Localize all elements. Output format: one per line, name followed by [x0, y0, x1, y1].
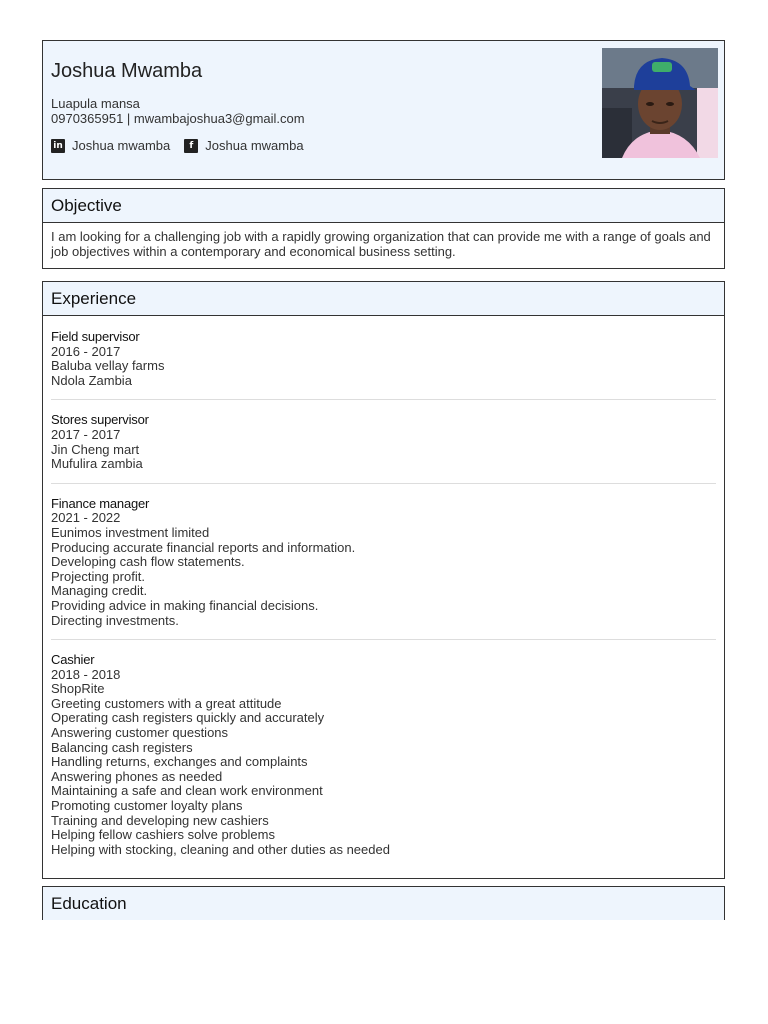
job-line: Greeting customers with a great attitude	[51, 695, 282, 711]
job-line: Operating cash registers quickly and accurately	[51, 710, 325, 726]
job-line: Helping with stocking, cleaning and other duties as needed	[51, 841, 390, 857]
job-entry	[51, 497, 716, 628]
phone-email: 0970365951 | mwambajoshua3@gmail.com	[51, 111, 305, 126]
address: Luapula mansa	[51, 96, 140, 111]
job-title: Field supervisor	[51, 329, 140, 344]
objective-text: I am looking for a challenging job with a rapidly growing organization that can provide me with a range of goals and job objectives within a contemporary and economical business setting.	[51, 229, 711, 259]
education-section	[42, 886, 725, 920]
job-years: 2017 - 2017	[51, 426, 121, 442]
job-line: Training and developing new cashiers	[51, 812, 269, 828]
job-title: Cashier	[51, 652, 95, 668]
experience-list	[43, 316, 724, 857]
linkedin-icon: in	[51, 139, 65, 153]
social-links	[51, 138, 318, 153]
job-line: Developing cash flow statements.	[51, 554, 245, 570]
section-title: Experience	[43, 282, 724, 316]
job-line: Managing credit.	[51, 583, 148, 599]
social-facebook[interactable]	[184, 138, 303, 153]
job-line: Answering customer questions	[51, 725, 229, 741]
job-line: ShopRite	[51, 681, 105, 697]
job-years: 2016 - 2017	[51, 343, 121, 359]
full-name: Joshua Mwamba	[51, 60, 203, 82]
job-line: Providing advice in making financial decisions.	[51, 597, 319, 613]
header-section	[42, 40, 725, 180]
job-line: Handling returns, exchanges and complaints	[51, 754, 308, 770]
job-line: Promoting customer loyalty plans	[51, 798, 243, 814]
job-years: 2021 - 2022	[51, 510, 121, 526]
facebook-icon: f	[184, 139, 198, 153]
job-line: Jin Cheng mart	[51, 441, 140, 457]
job-title: Finance manager	[51, 495, 150, 511]
job-line: Eunimos investment limited	[51, 524, 210, 540]
section-title: Education	[43, 887, 724, 920]
job-entry	[51, 653, 716, 857]
social-label: Joshua mwamba	[205, 138, 304, 153]
job-line: Projecting profit.	[51, 568, 145, 584]
job-line: Directing investments.	[51, 612, 179, 628]
job-line: Helping fellow cashiers solve problems	[51, 827, 275, 843]
job-line: Maintaining a safe and clean work environment	[51, 783, 323, 799]
job-line: Ndola Zambia	[51, 372, 132, 388]
job-line: Baluba vellay farms	[51, 358, 165, 374]
job-years: 2018 - 2018	[51, 666, 121, 682]
job-line: Mufulira zambia	[51, 456, 143, 472]
objective-section	[42, 188, 725, 269]
job-line: Balancing cash registers	[51, 739, 193, 755]
divider	[51, 639, 716, 640]
section-title: Objective	[43, 189, 724, 223]
job-entry	[51, 330, 716, 388]
social-linkedin[interactable]	[51, 138, 170, 153]
job-line: Answering phones as needed	[51, 768, 223, 784]
job-line: Producing accurate financial reports and information.	[51, 539, 356, 555]
divider	[51, 399, 716, 400]
profile-photo	[602, 48, 718, 158]
experience-section	[42, 281, 725, 879]
job-title: Stores supervisor	[51, 412, 149, 428]
job-entry	[51, 413, 716, 471]
divider	[51, 483, 716, 484]
social-label: Joshua mwamba	[72, 138, 171, 153]
